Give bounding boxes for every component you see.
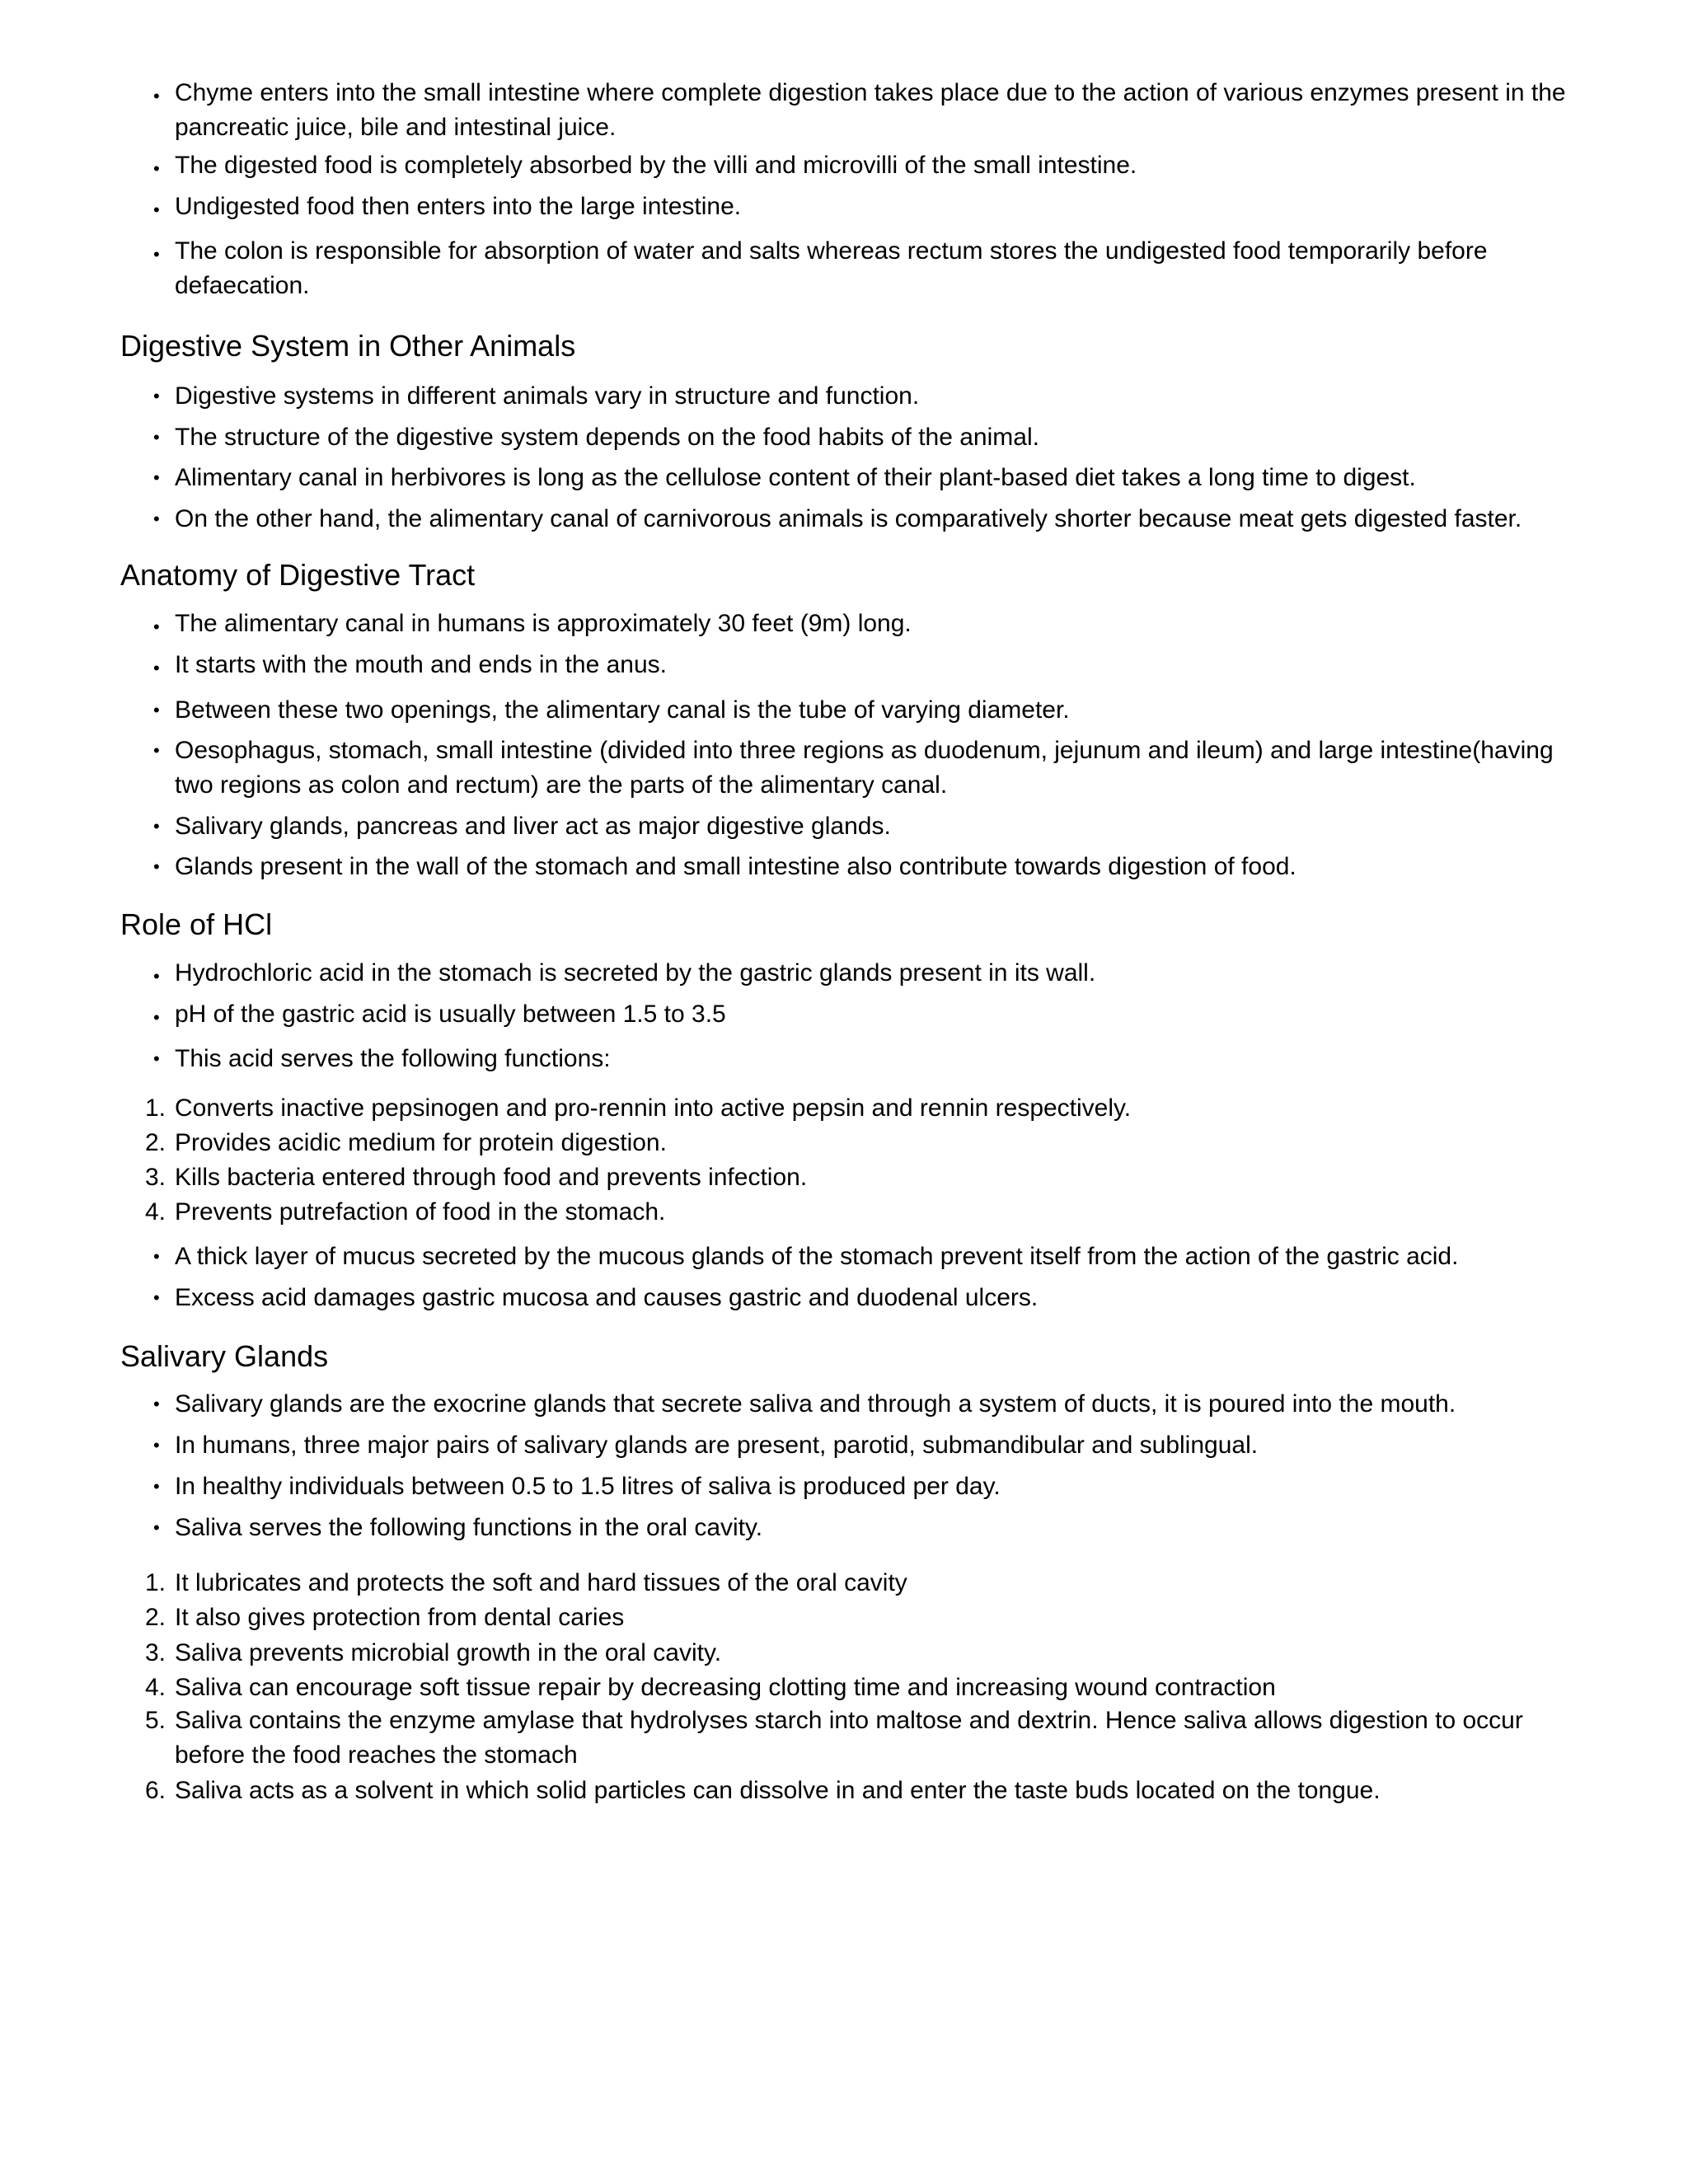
list-item-text: Alimentary canal in herbivores is long as the cellulose content of their plant-based diet takes a long time to digest.	[175, 464, 1416, 491]
numbered-item-text: Saliva acts as a solvent in which solid particles can dissolve in and enter the taste buds located on the tongue.	[175, 1777, 1381, 1804]
bullet-marker: •	[153, 86, 160, 106]
numbered-item-text: It also gives protection from dental caries	[175, 1604, 625, 1631]
numbered-item-text: Saliva prevents microbial growth in the oral cavity.	[175, 1639, 722, 1666]
bullet-marker: •	[153, 158, 160, 179]
list-item-text: Undigested food then enters into the large intestine.	[175, 193, 742, 220]
number-marker: 6.	[145, 1777, 166, 1804]
bullet-marker: •	[153, 856, 160, 877]
numbered-item-text: Saliva contains the enzyme amylase that hydrolyses starch into maltose and dextrin. Hence saliva allows digestion to occur before the food reaches the stomach	[175, 1707, 1523, 1769]
list-item-text: Excess acid damages gastric mucosa and causes gastric and duodenal ulcers.	[175, 1284, 1039, 1311]
list-item-text: It starts with the mouth and ends in the anus.	[175, 651, 668, 678]
bullet-marker: •	[153, 386, 160, 406]
bullet-marker: •	[153, 244, 160, 265]
bullet-marker: •	[153, 658, 160, 678]
list-item-text: In humans, three major pairs of salivary glands are present, parotid, submandibular and sublingual.	[175, 1432, 1259, 1459]
list-item-text: The colon is responsible for absorption of water and salts whereas rectum stores the undigested food temporarily before defaecation.	[175, 237, 1488, 299]
list-item-text: Chyme enters into the small intestine where complete digestion takes place due to the action of various enzymes present in the pancreatic juice, bile and intestinal juice.	[175, 79, 1566, 141]
bullet-marker: •	[153, 816, 160, 837]
list-item-text: pH of the gastric acid is usually between 1.5 to 3.5	[175, 1001, 726, 1028]
bullet-marker: •	[153, 1246, 160, 1267]
list-item-text: On the other hand, the alimentary canal of carnivorous animals is comparatively shorter because meat gets digested faster.	[175, 505, 1522, 532]
bullet-marker: •	[153, 509, 160, 529]
list-item-text: Salivary glands, pancreas and liver act as major digestive glands.	[175, 813, 891, 840]
bullet-marker: •	[153, 427, 160, 448]
section-heading-salivary: Salivary Glands	[120, 1339, 329, 1373]
bullet-marker: •	[153, 1435, 160, 1455]
list-item-text: In healthy individuals between 0.5 to 1.5 litres of saliva is produced per day.	[175, 1473, 1001, 1500]
list-item-text: Salivary glands are the exocrine glands that secrete saliva and through a system of ducts, it is poured into the mouth.	[175, 1390, 1456, 1418]
section-heading-other-animals: Digestive System in Other Animals	[120, 329, 576, 363]
list-item-text: The alimentary canal in humans is approximately 30 feet (9m) long.	[175, 610, 912, 637]
numbered-item-text: Prevents putrefaction of food in the stomach.	[175, 1198, 666, 1226]
list-item-text: Hydrochloric acid in the stomach is secreted by the gastric glands present in its wall.	[175, 959, 1096, 987]
number-marker: 2.	[145, 1129, 166, 1156]
bullet-marker: •	[153, 966, 160, 987]
list-item-text: The digested food is completely absorbed by the villi and microvilli of the small intestine.	[175, 152, 1137, 179]
bullet-marker: •	[153, 1007, 160, 1028]
list-item-text: Glands present in the wall of the stomach and small intestine also contribute towards digestion of food.	[175, 853, 1296, 880]
list-item-text: A thick layer of mucus secreted by the mucous glands of the stomach prevent itself from the action of the gastric acid.	[175, 1243, 1459, 1270]
list-item-text: Between these two openings, the alimentary canal is the tube of varying diameter.	[175, 696, 1070, 724]
list-item-text: Digestive systems in different animals vary in structure and function.	[175, 382, 920, 410]
numbered-item-text: Converts inactive pepsinogen and pro-rennin into active pepsin and rennin respectively.	[175, 1094, 1132, 1122]
section-heading-hcl: Role of HCl	[120, 907, 273, 941]
bullet-marker: •	[153, 1517, 160, 1538]
list-item-text: Saliva serves the following functions in the oral cavity.	[175, 1514, 763, 1541]
number-marker: 4.	[145, 1674, 166, 1701]
number-marker: 1.	[145, 1094, 166, 1122]
list-item-text: This acid serves the following functions:	[175, 1045, 611, 1072]
bullet-marker: •	[153, 700, 160, 720]
list-item-text: Oesophagus, stomach, small intestine (divided into three regions as duodenum, jejunum and ileum) and large intestine(having two regions as colon and rectum) are the parts of the alimentary canal.	[175, 737, 1554, 799]
numbered-item-text: Kills bacteria entered through food and prevents infection.	[175, 1164, 808, 1191]
bullet-marker: •	[153, 1394, 160, 1414]
number-marker: 4.	[145, 1198, 166, 1226]
number-marker: 1.	[145, 1569, 166, 1596]
bullet-marker: •	[153, 1048, 160, 1069]
bullet-marker: •	[153, 616, 160, 637]
number-marker: 5.	[145, 1707, 166, 1734]
number-marker: 2.	[145, 1604, 166, 1631]
bullet-marker: •	[153, 1287, 160, 1308]
bullet-marker: •	[153, 1476, 160, 1497]
bullet-marker: •	[153, 467, 160, 488]
section-heading-anatomy: Anatomy of Digestive Tract	[120, 558, 476, 592]
number-marker: 3.	[145, 1639, 166, 1666]
bullet-marker: •	[153, 199, 160, 220]
number-marker: 3.	[145, 1164, 166, 1191]
numbered-item-text: Provides acidic medium for protein digestion.	[175, 1129, 667, 1156]
bullet-marker: •	[153, 740, 160, 761]
list-item-text: The structure of the digestive system depends on the food habits of the animal.	[175, 424, 1039, 451]
numbered-item-text: Saliva can encourage soft tissue repair by decreasing clotting time and increasing wound contraction	[175, 1674, 1276, 1701]
numbered-item-text: It lubricates and protects the soft and hard tissues of the oral cavity	[175, 1569, 907, 1596]
